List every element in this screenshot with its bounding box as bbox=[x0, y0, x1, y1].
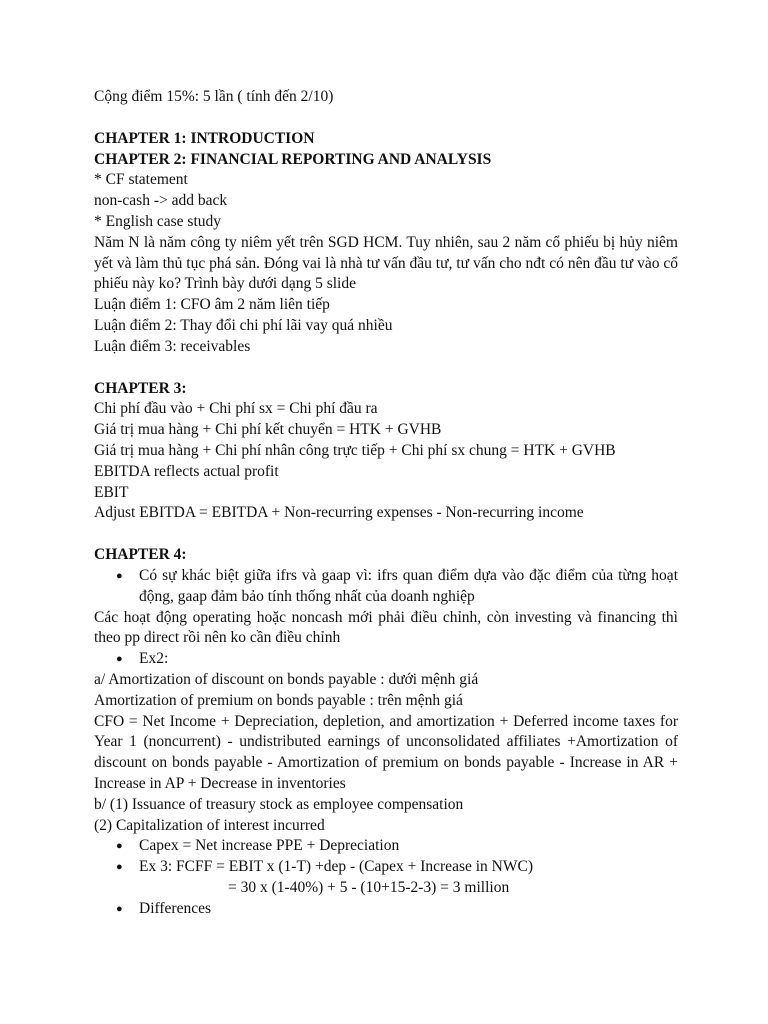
ex2-line: a/ Amortization of discount on bonds payable : dưới mệnh giá bbox=[94, 670, 479, 688]
bullet-item: ● Capex = Net increase PPE + Depreciation bbox=[94, 836, 678, 857]
ex3-calculation: = 30 x (1-40%) + 5 - (10+15-2-3) = 3 million bbox=[228, 878, 510, 896]
argument-point: Luận điểm 2: Thay đổi chi phí lãi vay quá nhiều bbox=[94, 316, 393, 334]
bullet-item: ● Có sự khác biệt giữa ifrs và gaap vì: ifrs quan điểm dựa vào đặc điểm của từng hoạt động, gaap đảm bảo tính thống nhất của doanh nghiệp bbox=[94, 566, 678, 608]
ch3-line: Adjust EBITDA = EBITDA + Non-recurring expenses - Non-recurring income bbox=[94, 504, 584, 522]
ch2-line: non-cash -> add back bbox=[94, 192, 228, 210]
ch2-line: * CF statement bbox=[94, 171, 188, 189]
chapter-3-heading: CHAPTER 3: bbox=[94, 379, 187, 397]
ex2-line: Amortization of premium on bonds payable : trên mệnh giá bbox=[94, 691, 463, 709]
spacer bbox=[94, 358, 678, 379]
cfo-formula-paragraph: CFO = Net Income + Depreciation, depletion, and amortization + Deferred income taxes for Year 1 (noncurrent) - undistributed earnings of unconsolidated affiliates +Amortization of discount on bonds payable - Amortization of premium on bonds payable - Increase in AR + Increase in AP + Decrease in inventories bbox=[94, 712, 678, 792]
case-study-paragraph: Năm N là năm công ty niêm yết trên SGD HCM. Tuy nhiên, sau 2 năm cổ phiếu bị hủy niêm yết và làm thủ tục phá sản. Đóng vai là nhà tư vấn đầu tư, tư vấn cho nđt có nên đầu tư vào cổ phiếu này ko? Trình bày dưới dạng 5 slide bbox=[94, 233, 678, 293]
ex2-line: b/ (1) Issuance of treasury stock as employee compensation bbox=[94, 795, 464, 813]
chapter-4-heading: CHAPTER 4: bbox=[94, 546, 187, 564]
chapter-1-heading: CHAPTER 1: INTRODUCTION bbox=[94, 129, 315, 147]
ch3-line: Chi phí đầu vào + Chi phí sx = Chi phí đầu ra bbox=[94, 400, 378, 418]
argument-point: Luận điểm 1: CFO âm 2 năm liên tiếp bbox=[94, 296, 330, 314]
ch3-line: EBIT bbox=[94, 483, 129, 501]
ch2-line: * English case study bbox=[94, 212, 221, 230]
spacer bbox=[94, 524, 678, 545]
adjustment-paragraph: Các hoạt động operating hoặc noncash mới phải điều chỉnh, còn investing và financing thì theo pp direct rồi nên ko cần điều chỉnh bbox=[94, 608, 678, 647]
chapter-2-heading: CHAPTER 2: FINANCIAL REPORTING AND ANALYSIS bbox=[94, 150, 492, 168]
ch3-line: Giá trị mua hàng + Chi phí nhân công trực tiếp + Chi phí sx chung = HTK + GVHB bbox=[94, 441, 616, 459]
ch3-line: EBITDA reflects actual profit bbox=[94, 462, 279, 480]
ex2-line: (2) Capitalization of interest incurred bbox=[94, 816, 325, 834]
bullet-item: ● Ex 3: FCFF = EBIT x (1-T) +dep - (Capex + Increase in NWC) bbox=[94, 857, 678, 878]
ch3-line: Giá trị mua hàng + Chi phí kết chuyển = HTK + GVHB bbox=[94, 421, 442, 439]
bullet-item: ● Ex2: bbox=[94, 649, 678, 670]
argument-point: Luận điểm 3: receivables bbox=[94, 337, 251, 355]
bullet-item: ● Differences bbox=[94, 899, 678, 920]
spacer bbox=[94, 108, 678, 129]
bonus-points-note: Cộng điểm 15%: 5 lần ( tính đến 2/10) bbox=[94, 88, 334, 105]
